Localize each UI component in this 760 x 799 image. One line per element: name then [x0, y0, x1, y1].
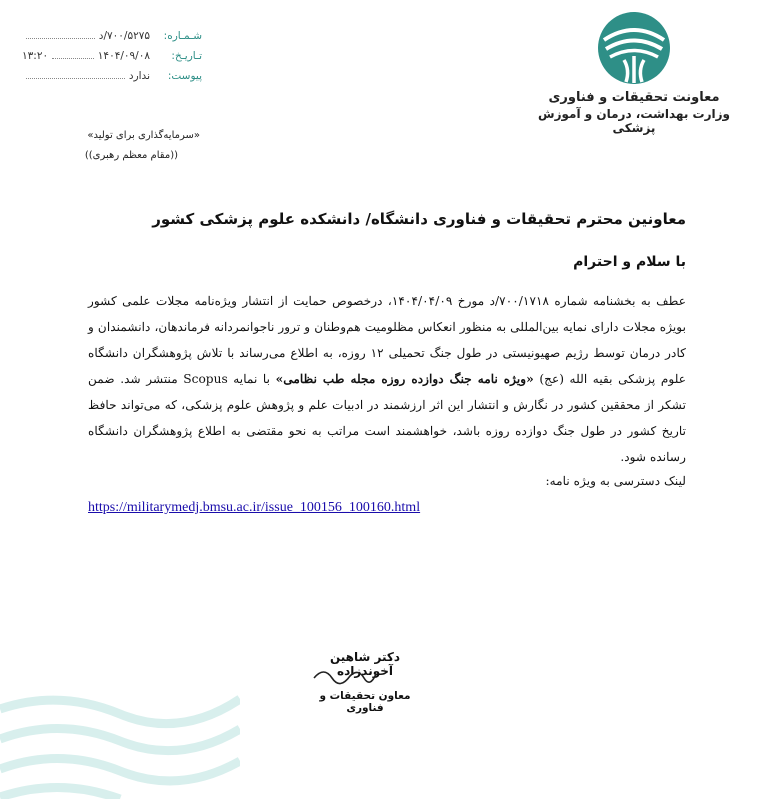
- dotted-line: [26, 70, 125, 79]
- org-name-line1: معاونت تحقیقات و فناوری: [548, 90, 720, 105]
- ministry-logo: [534, 10, 734, 135]
- motto-line1: «سرمایه‌گذاری برای تولید»: [87, 130, 200, 141]
- link-intro: لینک دسترسی به ویژه نامه:: [545, 474, 686, 488]
- dotted-line: [52, 50, 94, 59]
- motto-line2: ((مقام معظم رهبری)): [84, 150, 178, 161]
- body-part1: عطف به بخشنامه شماره ۷۰۰/۱۷۱۸/د مورخ ۱۴۰۴/۰۴/۰۹، درخصوص حمایت از انتشار ویژه‌نامه مجلات علمی کشور بویژه مجلات دارای نمایه بین‌المللی به منظور انعکاس مظلومیت هم‌وطنان و ترور ناجوانمردانه فرماندهان، دانشمندان و کادر درمان توسط رژیم صهیونیستی در طول جنگ تحمیلی ۱۲ روزه، به اطلاع می‌رساند با تلاش پژوهشگران دانشگاه علوم پزشکی بقیه الله (عج): [88, 294, 687, 386]
- signature-block: [300, 650, 430, 714]
- number-value: ۷۰۰/۵۲۷۵/د: [98, 30, 150, 42]
- handwritten-signature-icon: [310, 664, 380, 686]
- time-value: ۱۳:۲۰: [22, 50, 49, 62]
- attachment-label: پیوست:: [167, 70, 202, 82]
- body-bold-title: «ویژه نامه جنگ دوازده روزه مجله طب نظامی»: [275, 372, 534, 386]
- letter-content: [88, 210, 686, 516]
- attachment-value: ندارد: [128, 70, 150, 82]
- date-label: تـاریـخ:: [171, 50, 202, 62]
- date-value: ۱۴۰۴/۰۹/۰۸: [97, 50, 150, 62]
- org-name-line2: وزارت بهداشت، درمان و آموزش پزشکی: [538, 107, 730, 135]
- decorative-waves-icon: [0, 689, 240, 799]
- signatory-name: دکتر شاهین آخوندزاده: [329, 650, 400, 678]
- dotted-line: [26, 30, 95, 39]
- tree-logo-icon: [592, 10, 676, 86]
- meta-date-row: [22, 50, 202, 70]
- meta-attachment-row: [22, 70, 202, 90]
- number-label: شـمـاره:: [163, 30, 202, 42]
- motto: [50, 126, 200, 166]
- letter-meta: [22, 30, 202, 90]
- signatory-title: معاون تحقیقات و فناوری: [319, 690, 411, 714]
- body-part2: با نمایه Scopus منتشر شد. ضمن تشکر از محققین کشور در نگارش و انتشار این اثر ارزشمند در ادبیات علم و پژوهش علوم پزشکی، که می‌تواند حافظ تاریخ کشور در طول جنگ دوازده روزه باشد، خواهشمند است مراتب به نحو مقتضی به اطلاع پژوهشگران دانشگاه رسانده شود.: [88, 372, 686, 464]
- letter-body: [88, 288, 686, 470]
- meta-number-row: [22, 30, 202, 50]
- special-issue-link[interactable]: https://militarymedj.bmsu.ac.ir/issue_100156_100160.html: [88, 500, 421, 515]
- greeting: با سلام و احترام: [573, 254, 686, 270]
- addressee: معاونین محترم تحقیقات و فناوری دانشگاه/ دانشکده علوم پزشکی کشور: [152, 210, 686, 228]
